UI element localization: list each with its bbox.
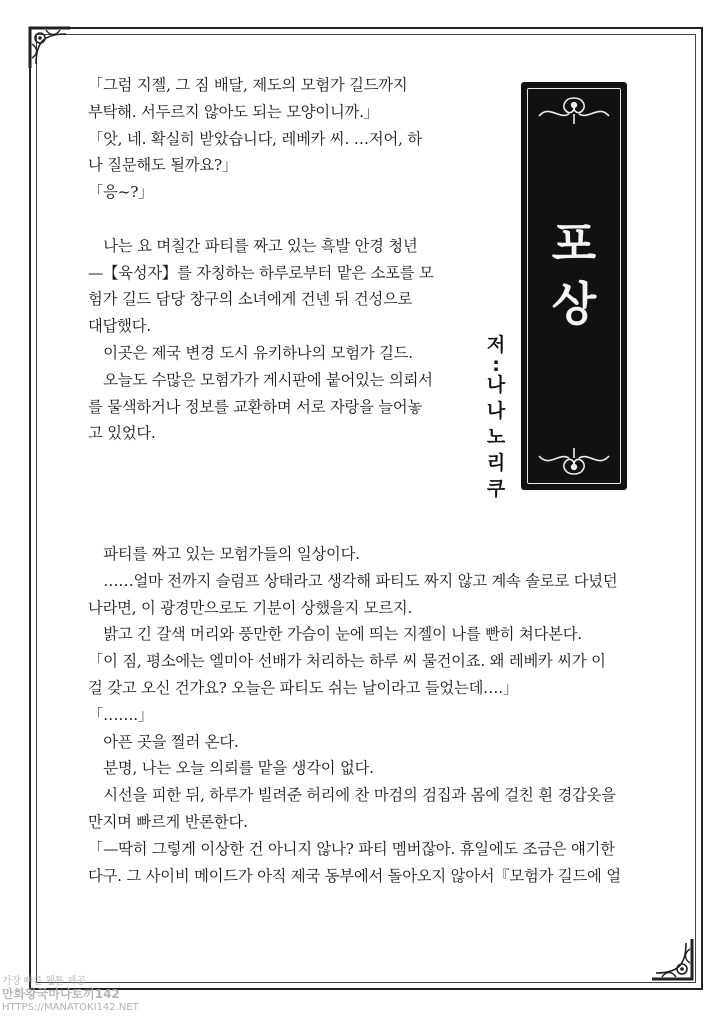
text-line: 오늘도 수많은 모험가가 게시판에 붙어있는 의뢰서	[103, 370, 433, 389]
body-text-block-bottom	[88, 541, 621, 889]
text-line: 파티를 짜고 있는 모험가들의 일상이다.	[103, 545, 360, 563]
text-line: 이곳은 제국 변경 도시 유키하나의 모험가 길드.	[103, 343, 413, 362]
watermark-line: 가장 빠른 웹툰 제공	[2, 976, 86, 987]
text-line: —【육성자】를 자칭하는 하루로부터 맡은 소포를 모	[88, 263, 434, 282]
author-char: 노	[486, 426, 506, 448]
author-char: 저	[486, 334, 506, 356]
flourish-ornament-icon	[535, 94, 613, 128]
text-line: 나는 요 며칠간 파티를 짜고 있는 흑발 안경 청년	[103, 236, 418, 255]
text-line: 대답했다.	[88, 317, 151, 336]
text-line: 「—딱히 그렇게 이상한 건 아니지 않나? 파티 멤버잖아. 휴일에도 조금은 얘기한	[88, 839, 615, 858]
text-line: 험가 길드 담당 창구의 소녀에게 건넨 뒤 건성으로	[88, 290, 413, 309]
chapter-title	[521, 214, 627, 334]
watermark-line: HTTPS://MANATOKI142.NET	[2, 1002, 139, 1013]
body-text-block-top	[88, 72, 448, 447]
text-line: 나라면, 이 광경만으로도 기분이 상했을지 모르지.	[88, 598, 413, 617]
title-char: 포	[551, 217, 597, 271]
author-char: 쿠	[486, 478, 506, 500]
text-line: 「그럼 지젤, 그 짐 배달, 제도의 모험가 길드까지	[88, 76, 408, 94]
author-char: 나	[486, 400, 506, 422]
text-line: 분명, 나는 오늘 의뢰를 맡을 생각이 없다.	[103, 759, 374, 778]
text-line: 「응~?」	[88, 183, 154, 202]
title-char: 상	[551, 277, 597, 331]
text-line: 「…….」	[88, 705, 154, 724]
text-line: ……얼마 전까지 슬럼프 상태라고 생각해 파티도 짜지 않고 계속 솔로로 다녔던	[103, 571, 618, 590]
flourish-ornament-icon	[535, 444, 613, 478]
text-line: 만지며 빠르게 반론한다.	[88, 812, 248, 831]
watermark-line: 만화왕국마나토끼142	[2, 987, 120, 1001]
text-line: 「이 짐, 평소에는 엘미아 선배가 처리하는 하루 씨 물건이죠. 왜 레베카 씨가 이	[88, 652, 606, 671]
author-char: 리	[486, 452, 506, 474]
chapter-title-plaque	[521, 82, 627, 490]
corner-ornament-icon	[650, 937, 696, 983]
text-line: 부탁해. 서두르지 않아도 되는 모양이니까.」	[88, 102, 379, 121]
text-line: 「앗, 네. 확실히 받았습니다, 레베카 씨. …저어, 하	[88, 129, 422, 148]
text-line: 시선을 피한 뒤, 하루가 빌려준 허리에 찬 마검의 검집과 몸에 걸친 흰 경갑옷을	[103, 786, 616, 805]
author-char: 나	[486, 374, 506, 396]
corner-ornament-icon	[26, 24, 72, 70]
text-line: 고 있었다.	[88, 424, 156, 443]
text-line: 나 질문해도 될까요?」	[88, 156, 238, 175]
blank-line	[88, 206, 448, 233]
author-char: :	[492, 354, 500, 376]
text-line: 아픈 곳을 찔러 온다.	[103, 732, 239, 751]
text-line: 를 물색하거나 정보를 교환하며 서로 자랑을 늘어놓	[88, 397, 423, 416]
text-line: 걸 갖고 오신 건가요? 오늘은 파티도 쉬는 날이라고 들었는데….」	[88, 678, 519, 697]
text-line: 다구. 그 사이비 메이드가 아직 제국 동부에서 돌아오지 않아서『모험가 길드에 얼	[88, 866, 621, 885]
author-credit	[483, 332, 509, 502]
watermark	[2, 975, 139, 1014]
text-line: 밝고 긴 갈색 머리와 풍만한 가슴이 눈에 띄는 지젤이 나를 빤히 쳐다본다.	[103, 625, 582, 644]
